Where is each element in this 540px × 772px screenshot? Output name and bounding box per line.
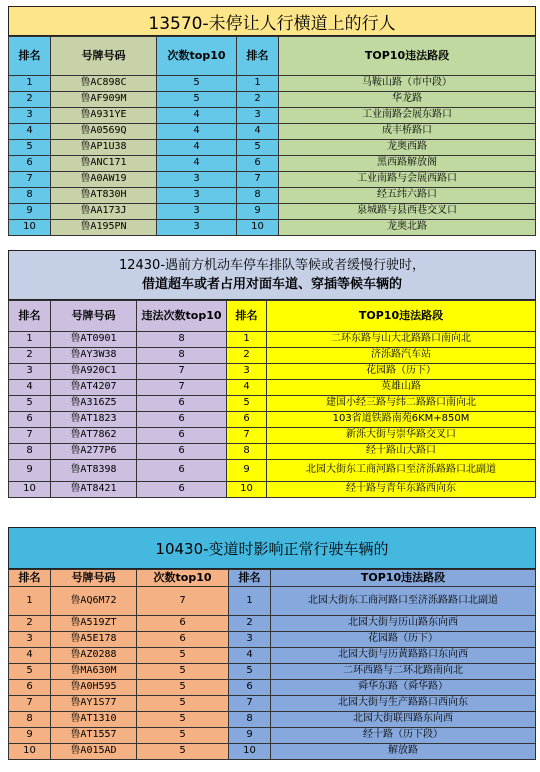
rank2-cell: 10 [237, 220, 279, 236]
table-row [9, 460, 536, 482]
plate-cell: 鲁AT1557 [51, 728, 137, 744]
road-cell: 龙奥西路 [279, 140, 536, 156]
rank-cell: 4 [9, 380, 51, 396]
table-row [9, 428, 536, 444]
rank2-cell: 5 [227, 396, 267, 412]
header-rank: 排名 [9, 37, 51, 76]
rank-cell: 4 [9, 124, 51, 140]
rank2-cell: 1 [229, 587, 271, 616]
rank-cell: 1 [9, 587, 51, 616]
plate-cell: 鲁A195PN [51, 220, 157, 236]
header-rank: 排名 [9, 570, 51, 587]
count-cell: 4 [157, 124, 237, 140]
road-cell: 成丰桥路口 [279, 124, 536, 140]
rank2-cell: 7 [237, 172, 279, 188]
count-cell: 8 [137, 348, 227, 364]
count-cell: 3 [157, 188, 237, 204]
rank-cell: 5 [9, 396, 51, 412]
road-cell: 工业南路会展东路口 [279, 108, 536, 124]
section-title-line2: 借道超车或者占用对面车道、穿插等候车辆的 [141, 277, 402, 292]
count-cell: 7 [137, 587, 229, 616]
rank2-cell: 1 [237, 76, 279, 92]
plate-cell: 鲁AF909M [51, 92, 157, 108]
ranking-table [8, 36, 536, 236]
header-road: TOP10违法路段 [271, 570, 536, 587]
table-row [9, 172, 536, 188]
rank2-cell: 4 [237, 124, 279, 140]
count-cell: 5 [137, 744, 229, 760]
count-cell: 5 [137, 696, 229, 712]
rank2-cell: 7 [227, 428, 267, 444]
rank-cell: 5 [9, 664, 51, 680]
rank2-cell: 5 [237, 140, 279, 156]
table-row [9, 92, 536, 108]
road-cell: 花园路（历下） [271, 632, 536, 648]
table-row [9, 380, 536, 396]
road-cell: 北园大街联四路东向西 [271, 712, 536, 728]
road-cell: 花园路（历下） [267, 364, 536, 380]
rank-cell: 6 [9, 156, 51, 172]
rank-cell: 5 [9, 140, 51, 156]
count-cell: 5 [137, 728, 229, 744]
rank-cell: 9 [9, 204, 51, 220]
rank-cell: 9 [9, 460, 51, 482]
rank-cell: 2 [9, 92, 51, 108]
rank2-cell: 2 [227, 348, 267, 364]
plate-cell: 鲁AT4207 [51, 380, 137, 396]
count-cell: 6 [137, 396, 227, 412]
plate-cell: 鲁A920C1 [51, 364, 137, 380]
rank-cell: 7 [9, 696, 51, 712]
rank2-cell: 9 [229, 728, 271, 744]
road-cell: 二环西路与二环北路南向北 [271, 664, 536, 680]
rank2-cell: 2 [237, 92, 279, 108]
rank-cell: 6 [9, 680, 51, 696]
plate-cell: 鲁A0AW19 [51, 172, 157, 188]
count-cell: 6 [137, 460, 227, 482]
rank2-cell: 4 [227, 380, 267, 396]
table-row [9, 364, 536, 380]
rank2-cell: 4 [229, 648, 271, 664]
rank-cell: 7 [9, 428, 51, 444]
plate-cell: 鲁A519ZT [51, 616, 137, 632]
count-cell: 8 [137, 332, 227, 348]
rank-cell: 10 [9, 482, 51, 498]
plate-cell: 鲁AT0901 [51, 332, 137, 348]
header-rank2: 排名 [237, 37, 279, 76]
table-header-row [9, 37, 536, 76]
road-cell: 经十路与青年东路西向东 [267, 482, 536, 498]
road-cell: 北园大街与历山路东向西 [271, 616, 536, 632]
road-cell: 经十路（历下段） [271, 728, 536, 744]
plate-cell: 鲁AZ0288 [51, 648, 137, 664]
road-cell: 舜华东路（舜华路） [271, 680, 536, 696]
count-cell: 7 [137, 364, 227, 380]
header-count: 违法次数top10 [137, 301, 227, 332]
table-row [9, 348, 536, 364]
rank-cell: 2 [9, 348, 51, 364]
rank2-cell: 9 [237, 204, 279, 220]
count-cell: 6 [137, 632, 229, 648]
count-cell: 3 [157, 172, 237, 188]
plate-cell: 鲁AP1U38 [51, 140, 157, 156]
rank2-cell: 8 [227, 444, 267, 460]
table-row [9, 696, 536, 712]
road-cell: 二环东路与山大北路路口南向北 [267, 332, 536, 348]
rank-cell: 10 [9, 744, 51, 760]
rank-cell: 3 [9, 364, 51, 380]
road-cell: 龙奥北路 [279, 220, 536, 236]
ranking-table [8, 569, 536, 760]
header-road: TOP10违法路段 [267, 301, 536, 332]
count-cell: 5 [137, 712, 229, 728]
table-header-row [9, 570, 536, 587]
rank-cell: 4 [9, 648, 51, 664]
road-cell: 北园大街与历黄路路口东向西 [271, 648, 536, 664]
plate-cell: 鲁A0H595 [51, 680, 137, 696]
road-cell: 新泺大街与崇华路交叉口 [267, 428, 536, 444]
road-cell: 经五纬六路口 [279, 188, 536, 204]
section-title [8, 250, 536, 300]
section-title-line1: 12430-遇前方机动车停车排队等候或者缓慢行驶时， [118, 257, 426, 273]
road-cell: 经十路山大路口 [267, 444, 536, 460]
table-row [9, 482, 536, 498]
count-cell: 6 [137, 444, 227, 460]
rank-cell: 8 [9, 188, 51, 204]
road-cell: 马鞍山路（市中段） [279, 76, 536, 92]
table-row [9, 616, 536, 632]
count-cell: 6 [137, 428, 227, 444]
road-cell: 103省道铁路南苑6KM+850M [267, 412, 536, 428]
plate-cell: 鲁AC898C [51, 76, 157, 92]
plate-cell: 鲁A015AD [51, 744, 137, 760]
section-title: 10430-变道时影响正常行驶车辆的 [8, 527, 536, 569]
count-cell: 5 [137, 664, 229, 680]
table-row [9, 712, 536, 728]
table-row [9, 412, 536, 428]
count-cell: 5 [137, 648, 229, 664]
plate-cell: 鲁ANC171 [51, 156, 157, 172]
count-cell: 5 [157, 76, 237, 92]
rank2-cell: 7 [229, 696, 271, 712]
rank-cell: 3 [9, 632, 51, 648]
rank2-cell: 3 [229, 632, 271, 648]
road-cell: 华龙路 [279, 92, 536, 108]
plate-cell: 鲁A0569Q [51, 124, 157, 140]
rank-cell: 3 [9, 108, 51, 124]
rank2-cell: 6 [237, 156, 279, 172]
header-rank: 排名 [9, 301, 51, 332]
header-plate: 号牌号码 [51, 37, 157, 76]
rank-cell: 2 [9, 616, 51, 632]
table-row [9, 632, 536, 648]
header-count: 次数top10 [137, 570, 229, 587]
plate-cell: 鲁AT8421 [51, 482, 137, 498]
count-cell: 3 [157, 220, 237, 236]
rank2-cell: 2 [229, 616, 271, 632]
table-row [9, 220, 536, 236]
rank2-cell: 5 [229, 664, 271, 680]
table-header-row [9, 301, 536, 332]
rank-cell: 9 [9, 728, 51, 744]
count-cell: 4 [157, 140, 237, 156]
plate-cell: 鲁AT830H [51, 188, 157, 204]
plate-cell: 鲁AY3W38 [51, 348, 137, 364]
table-row [9, 664, 536, 680]
header-rank2: 排名 [227, 301, 267, 332]
rank-cell: 8 [9, 444, 51, 460]
rank-cell: 7 [9, 172, 51, 188]
rank-cell: 6 [9, 412, 51, 428]
rank2-cell: 9 [227, 460, 267, 482]
count-cell: 6 [137, 616, 229, 632]
plate-cell: 鲁A931YE [51, 108, 157, 124]
header-plate: 号牌号码 [51, 570, 137, 587]
rank2-cell: 6 [227, 412, 267, 428]
table-row [9, 728, 536, 744]
road-cell: 工业南路与会展西路口 [279, 172, 536, 188]
table-row [9, 140, 536, 156]
plate-cell: 鲁AT1823 [51, 412, 137, 428]
rank-cell: 8 [9, 712, 51, 728]
table-row [9, 108, 536, 124]
count-cell: 4 [157, 156, 237, 172]
table-row [9, 396, 536, 412]
count-cell: 4 [157, 108, 237, 124]
rank2-cell: 3 [227, 364, 267, 380]
road-cell: 泉城路与县西巷交叉口 [279, 204, 536, 220]
rank-cell: 1 [9, 76, 51, 92]
plate-cell: 鲁AT7862 [51, 428, 137, 444]
header-plate: 号牌号码 [51, 301, 137, 332]
plate-cell: 鲁AA173J [51, 204, 157, 220]
count-cell: 7 [137, 380, 227, 396]
table-row [9, 332, 536, 348]
rank2-cell: 6 [229, 680, 271, 696]
ranking-table [8, 300, 536, 498]
road-cell: 北园大街与生产路路口西向东 [271, 696, 536, 712]
road-cell: 建国小经三路与纬二路路口南向北 [267, 396, 536, 412]
count-cell: 3 [157, 204, 237, 220]
count-cell: 5 [137, 680, 229, 696]
count-cell: 6 [137, 412, 227, 428]
road-cell: 济泺路汽车站 [267, 348, 536, 364]
plate-cell: 鲁AY1S77 [51, 696, 137, 712]
plate-cell: 鲁AQ6M72 [51, 587, 137, 616]
road-cell: 黑西路解放阁 [279, 156, 536, 172]
rank-cell: 10 [9, 220, 51, 236]
road-cell: 解放路 [271, 744, 536, 760]
rank2-cell: 10 [229, 744, 271, 760]
plate-cell: 鲁A316Z5 [51, 396, 137, 412]
plate-cell: 鲁A277P6 [51, 444, 137, 460]
rank2-cell: 8 [237, 188, 279, 204]
table-row [9, 156, 536, 172]
header-rank2: 排名 [229, 570, 271, 587]
section-title: 13570-未停让人行横道上的行人 [8, 6, 536, 36]
table-row [9, 680, 536, 696]
table-row [9, 444, 536, 460]
table-row [9, 587, 536, 616]
plate-cell: 鲁MA630M [51, 664, 137, 680]
header-road: TOP10违法路段 [279, 37, 536, 76]
plate-cell: 鲁AT8398 [51, 460, 137, 482]
road-cell: 北园大街东工商河路口至济泺路路口北副道 [271, 587, 536, 616]
road-cell: 英雄山路 [267, 380, 536, 396]
count-cell: 5 [157, 92, 237, 108]
rank-cell: 1 [9, 332, 51, 348]
rank2-cell: 1 [227, 332, 267, 348]
plate-cell: 鲁AT1310 [51, 712, 137, 728]
table-row [9, 204, 536, 220]
plate-cell: 鲁A5E178 [51, 632, 137, 648]
rank2-cell: 3 [237, 108, 279, 124]
table-row [9, 76, 536, 92]
table-row [9, 124, 536, 140]
table-row [9, 188, 536, 204]
header-count: 次数top10 [157, 37, 237, 76]
road-cell: 北园大街东工商河路口至济泺路路口北副道 [267, 460, 536, 482]
count-cell: 6 [137, 482, 227, 498]
rank2-cell: 10 [227, 482, 267, 498]
table-row [9, 648, 536, 664]
table-row [9, 744, 536, 760]
rank2-cell: 8 [229, 712, 271, 728]
